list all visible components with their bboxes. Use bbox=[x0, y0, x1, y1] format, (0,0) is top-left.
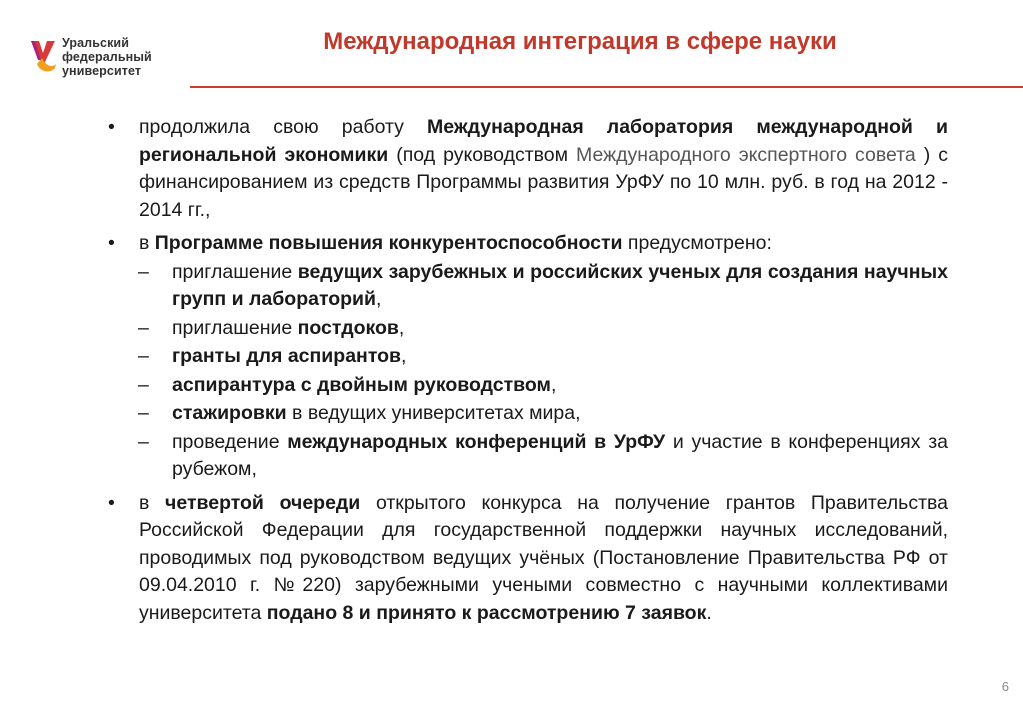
bold-text: международных конференций в УрФУ bbox=[287, 430, 666, 453]
bold-text: ведущих зарубежных и российских ученых для создания научных групп и лабораторий bbox=[172, 260, 948, 310]
logo-line-1: Уральский bbox=[62, 36, 129, 50]
text: приглашение bbox=[172, 260, 298, 283]
dash-marker: – bbox=[138, 316, 149, 339]
text: открытого конкурса на получение грантов Правительства Российской Федерации для государственной поддержки научных исследований, проводимых под руководством ведущих учёных (Постановление Правительства РФ от 09.04.2010 г. №220) зарубежными учеными совместно с научными коллективами университета bbox=[139, 491, 948, 624]
sub-item-dual-supervision bbox=[108, 372, 948, 400]
bullet-item-lab bbox=[108, 114, 948, 224]
bold-text: четвертой очереди bbox=[165, 491, 361, 514]
sub-item-scientists bbox=[108, 259, 948, 314]
text: , bbox=[398, 316, 405, 339]
bold-text: гранты для аспирантов bbox=[172, 345, 402, 367]
dash-marker: – bbox=[138, 260, 149, 283]
logo-line-3: университет bbox=[62, 64, 142, 78]
logo-line-2: федеральный bbox=[62, 50, 152, 64]
text: , bbox=[550, 373, 557, 396]
text: , bbox=[376, 288, 382, 310]
sub-item-conferences bbox=[108, 429, 948, 484]
bold-text: аспирантура с двойным руководством bbox=[172, 373, 551, 396]
bold-text: подано 8 и принято к рассмотрению 7 заявок bbox=[266, 601, 707, 624]
text: и участие в конференциях за рубежом, bbox=[172, 430, 948, 480]
dash-marker: – bbox=[138, 402, 149, 424]
bullet-marker: • bbox=[108, 116, 115, 138]
bold-text: Программе повышения конкурентоспособности bbox=[154, 232, 623, 254]
text: Международного экспертного совета bbox=[576, 143, 924, 166]
page-number: 6 bbox=[1001, 679, 1009, 694]
sub-item-postdocs bbox=[108, 315, 948, 343]
text: . bbox=[706, 601, 712, 624]
bullet-item-program bbox=[108, 230, 948, 258]
bullet-marker: • bbox=[108, 232, 115, 254]
sub-item-grants bbox=[108, 343, 948, 371]
text: в bbox=[139, 232, 155, 254]
ural-federal-university-logo-icon bbox=[28, 38, 58, 78]
text: (под руководством bbox=[388, 143, 577, 166]
bullet-item-grant-competition bbox=[108, 490, 948, 628]
text: приглашение bbox=[172, 316, 298, 339]
bullet-marker: • bbox=[108, 491, 115, 514]
text: предусмотрено: bbox=[622, 232, 772, 254]
university-logo bbox=[28, 36, 178, 82]
text: проведение bbox=[172, 430, 288, 453]
bold-text: Международная лаборатория международной и региональной экономики bbox=[139, 116, 948, 166]
title-divider bbox=[190, 86, 1023, 88]
sub-item-internships bbox=[108, 400, 948, 428]
bold-text: стажировки bbox=[172, 402, 287, 424]
text: ) с финансированием из средств Программы развития УрФУ по 10 млн. руб. в год на 2012 - 2014 гг., bbox=[139, 143, 948, 221]
logo-text bbox=[62, 36, 152, 78]
text: в bbox=[139, 491, 166, 514]
text: в ведущих университетах мира, bbox=[286, 402, 581, 424]
page-title: Международная интеграция в сфере науки bbox=[323, 28, 837, 55]
bold-text: постдоков bbox=[297, 316, 399, 339]
dash-marker: – bbox=[138, 430, 149, 453]
dash-marker: – bbox=[138, 373, 149, 396]
text: продолжила свою работу bbox=[139, 116, 428, 138]
dash-marker: – bbox=[138, 345, 149, 367]
slide-content bbox=[108, 114, 948, 627]
text: , bbox=[401, 345, 407, 367]
